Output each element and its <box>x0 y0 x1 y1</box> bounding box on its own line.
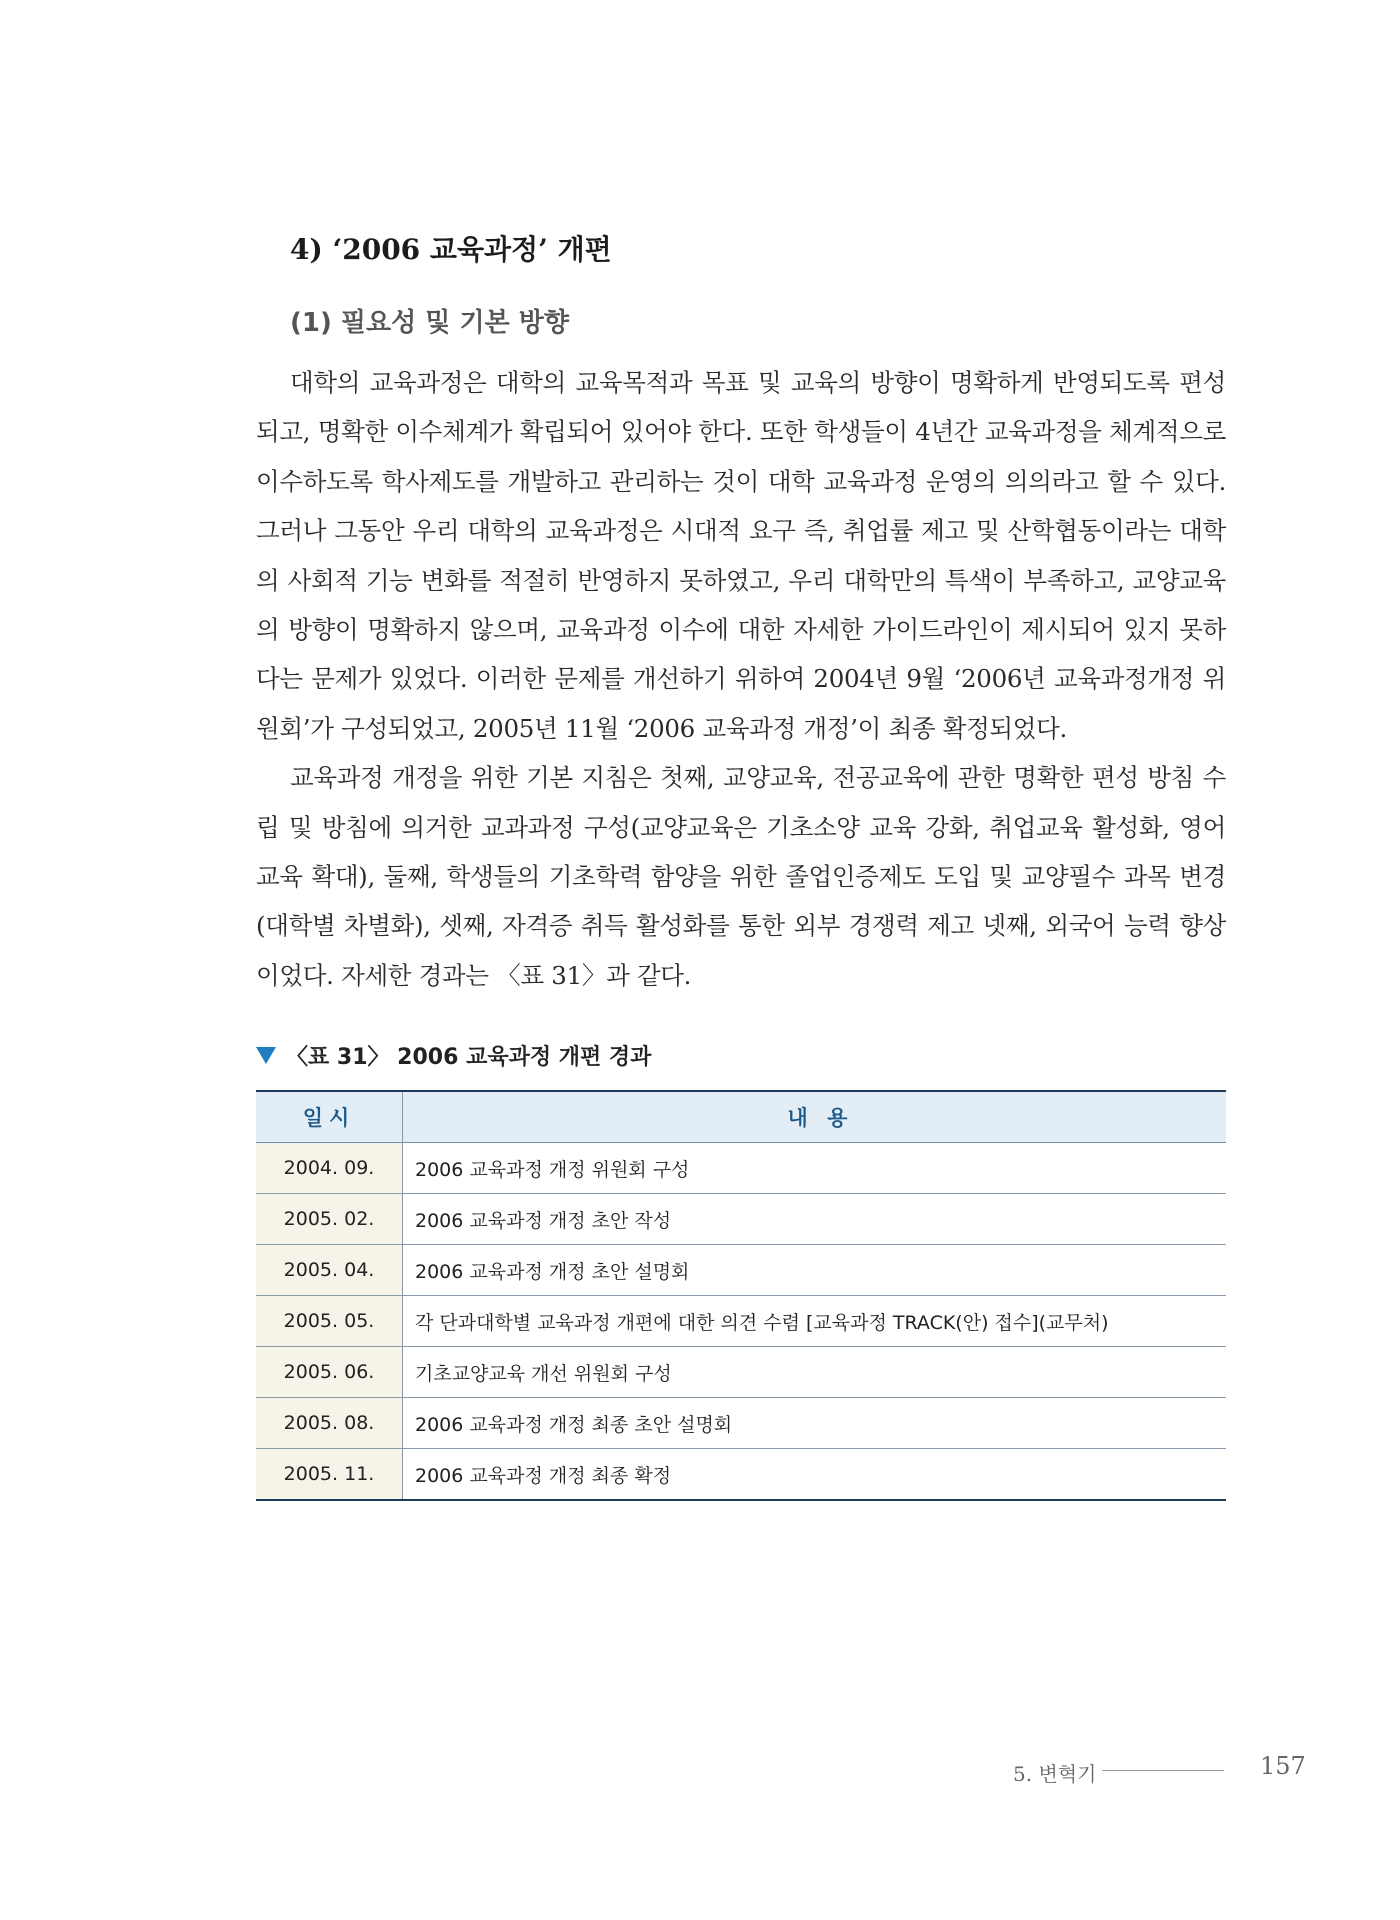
page-number: 157 <box>1260 1752 1306 1780</box>
row-content: 기초교양교육 개선 위원회 구성 <box>403 1347 1227 1398</box>
section-heading: 4) ‘2006 교육과정’ 개편 <box>290 233 612 266</box>
table-caption <box>256 1040 651 1071</box>
row-content: 2006 교육과정 개정 위원회 구성 <box>403 1143 1227 1194</box>
row-date: 2005. 04. <box>256 1245 403 1296</box>
table-caption-text: 〈표 31〉 2006 교육과정 개편 경과 <box>286 1045 652 1070</box>
row-content: 2006 교육과정 개정 최종 확정 <box>403 1449 1227 1501</box>
header-date: 일시 <box>256 1091 403 1143</box>
footer-chapter: 5. 변혁기 <box>1013 1762 1097 1786</box>
table-row <box>256 1245 1226 1296</box>
row-date: 2005. 02. <box>256 1194 403 1245</box>
table-header-row <box>256 1091 1226 1143</box>
body-text <box>256 358 1226 1000</box>
timeline-table <box>256 1090 1226 1501</box>
table-row <box>256 1194 1226 1245</box>
table-row <box>256 1296 1226 1347</box>
triangle-down-icon <box>256 1047 276 1064</box>
row-content: 2006 교육과정 개정 최종 초안 설명회 <box>403 1398 1227 1449</box>
row-date: 2005. 06. <box>256 1347 403 1398</box>
row-content: 2006 교육과정 개정 초안 작성 <box>403 1194 1227 1245</box>
table-row <box>256 1449 1226 1501</box>
table-row <box>256 1143 1226 1194</box>
row-date: 2005. 08. <box>256 1398 403 1449</box>
paragraph: 대학의 교육과정은 대학의 교육목적과 목표 및 교육의 방향이 명확하게 반영되도록 편성되고, 명확한 이수체계가 확립되어 있어야 한다. 또한 학생들이 4년간 교육과정을 체계적으로 이수하도록 학사제도를 개발하고 관리하는 것이 대학 교육과정 운영의 의의라고 할 수 있다. 그러나 그동안 우리 대학의 교육과정은 시대적 요구 즉, 취업률 제고 및 산학협동이라는 대학의 사회적 기능 변화를 적절히 반영하지 못하였고, 우리 대학만의 특색이 부족하고, 교양교육의 방향이 명확하지 않으며, 교육과정 이수에 대한 자세한 가이드라인이 제시되어 있지 못하다는 문제가 있었다. 이러한 문제를 개선하기 위하여 2004년 9월 ‘2006년 교육과정개정 위원회’가 구성되었고, 2005년 11월 ‘2006 교육과정 개정’이 최종 확정되었다. <box>256 368 1226 743</box>
row-content: 2006 교육과정 개정 초안 설명회 <box>403 1245 1227 1296</box>
row-date: 2005. 05. <box>256 1296 403 1347</box>
table-row <box>256 1347 1226 1398</box>
header-content: 내 용 <box>403 1091 1227 1143</box>
row-content: 각 단과대학별 교육과정 개편에 대한 의견 수렴 [교육과정 TRACK(안) 접수](교무처) <box>403 1296 1227 1347</box>
row-date: 2004. 09. <box>256 1143 403 1194</box>
table-row <box>256 1398 1226 1449</box>
row-date: 2005. 11. <box>256 1449 403 1501</box>
footer-divider <box>1102 1770 1224 1771</box>
paragraph: 교육과정 개정을 위한 기본 지침은 첫째, 교양교육, 전공교육에 관한 명확한 편성 방침 수립 및 방침에 의거한 교과과정 구성(교양교육은 기초소양 교육 강화, 취업교육 활성화, 영어 교육 확대), 둘째, 학생들의 기초학력 함양을 위한 졸업인증제도 도입 및 교양필수 과목 변경(대학별 차별화), 셋째, 자격증 취득 활성화를 통한 외부 경쟁력 제고 넷째, 외국어 능력 향상이었다. 자세한 경과는 〈표 31〉과 같다. <box>256 763 1226 990</box>
subsection-heading: (1) 필요성 및 기본 방향 <box>290 308 569 338</box>
